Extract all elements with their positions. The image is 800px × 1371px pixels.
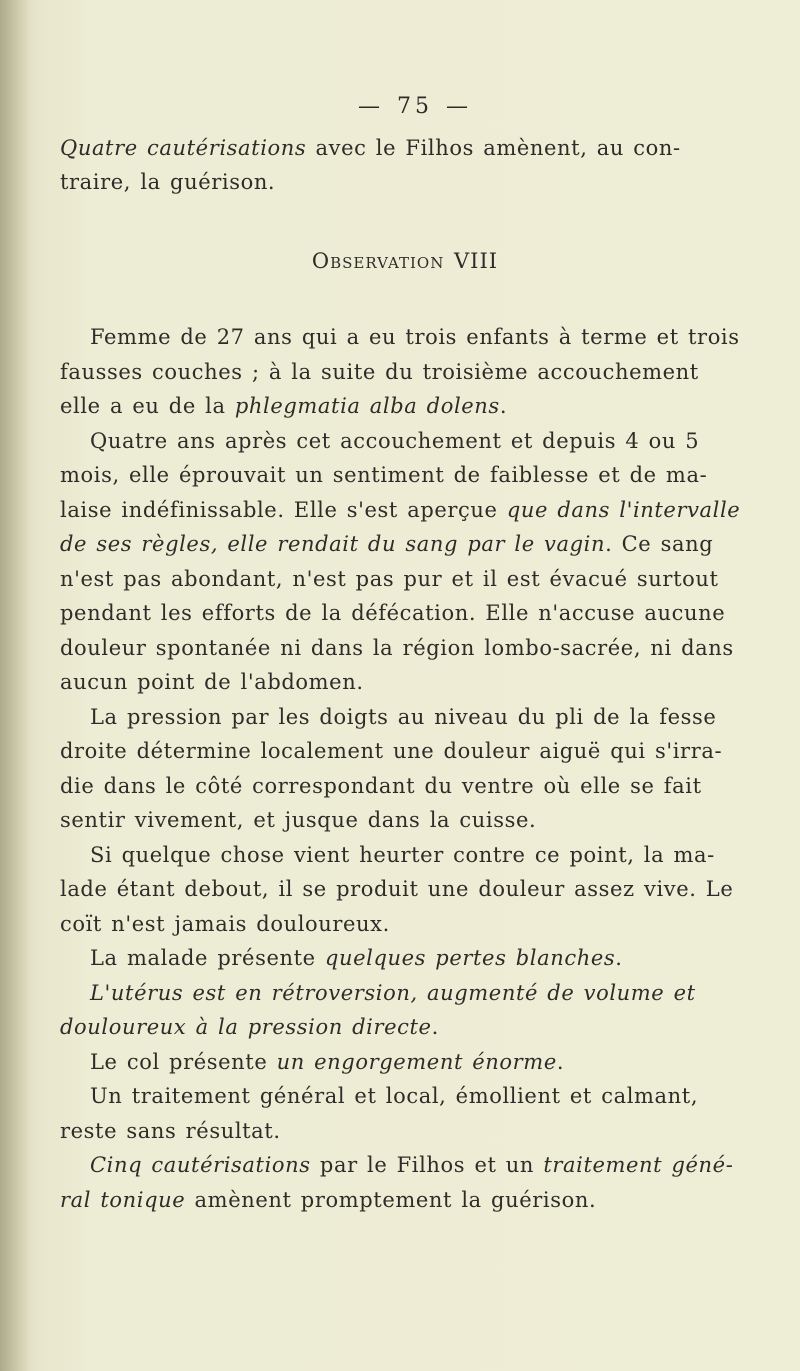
paragraph-2: Quatre ans après cet accouchement et depuis 4 ou 5 mois, elle éprouvait un sentiment de faiblesse et de ma- laise indéfinissable. Elle s'est aperçue que dans l'intervalle de ses règles, elle rendait du sang par le vagin. Ce sang n'est pas abondant, n'est pas pur et il est évacué surtout pendant les efforts de la défécation. Elle n'accuse aucune douleur spontanée ni dans la région lombo-sacrée, ni dans aucun point de l'abdomen. — [60, 428, 741, 694]
page-number: — 75 — — [358, 94, 472, 119]
paragraph-4: Si quelque chose vient heurter contre ce point, la ma- lade étant debout, il se produit une douleur assez vive. Le coït n'est jamais douloureux. — [60, 842, 734, 936]
paragraph-8: Un traitement général et local, émollient et calmant, reste sans résultat. — [60, 1084, 699, 1143]
paragraph-9: Cinq cautérisations par le Filhos et un traitement géné- ral tonique amènent promptement la guérison. — [60, 1153, 734, 1212]
intro-line-2: traire, la guérison. — [60, 170, 276, 194]
page-text — [60, 90, 741, 1217]
paragraph-6: L'utérus est en rétroversion, augmenté de volume et douloureux à la pression directe. — [60, 980, 696, 1039]
paragraph-5: La malade présente quelques pertes blanches. — [90, 946, 623, 970]
intro-italic: Quatre cautérisations — [60, 135, 307, 160]
paragraph-3: La pression par les doigts au niveau du pli de la fesse droite détermine localement une douleur aiguë qui s'irra- die dans le côté correspondant du ventre où elle se fait sentir vivement, et jusque dans la cuisse. — [60, 704, 723, 832]
observation-heading: Observation VIII — [311, 248, 499, 273]
binding-shadow — [0, 0, 30, 1371]
paragraph-7: Le col présente un engorgement énorme. — [90, 1049, 565, 1074]
paragraph-1: Femme de 27 ans qui a eu trois enfants à terme et trois fausses couches ; à la suite du troisième accouchement elle a eu de la phlegmatia alba dolens. — [60, 325, 740, 418]
intro-line-1: Quatre cautérisations avec le Filhos amènent, au con- — [60, 135, 681, 160]
